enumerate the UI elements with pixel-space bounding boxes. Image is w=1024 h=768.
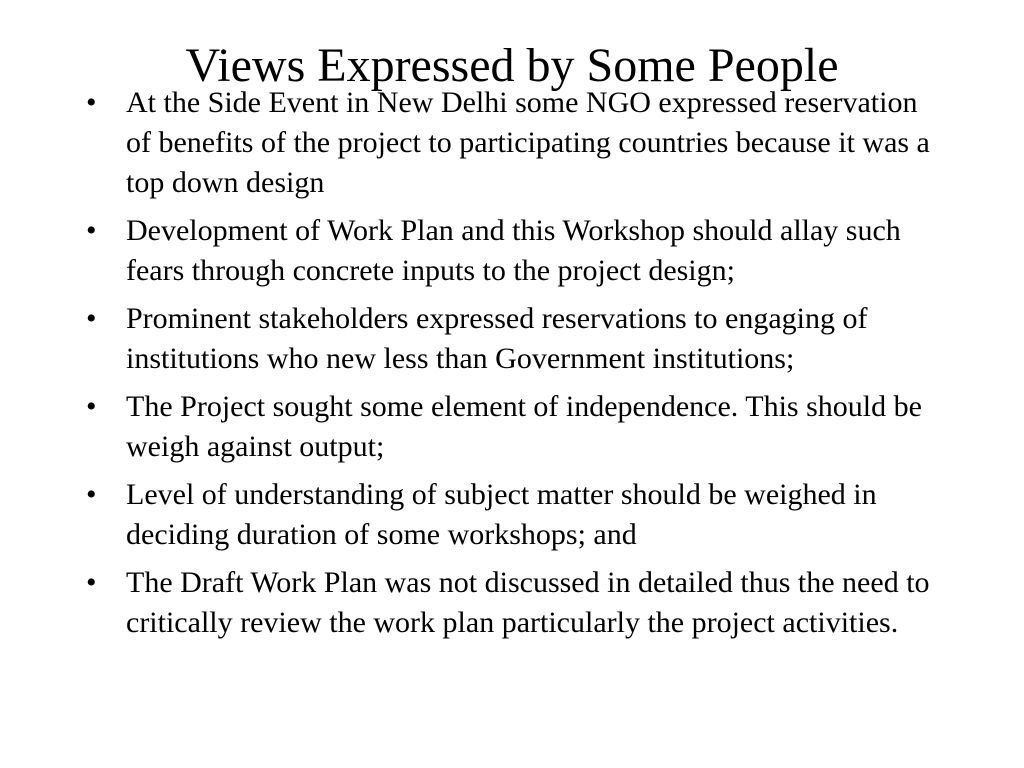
- bullet-text: Level of understanding of subject matter should be weighed in deciding duration of some workshops; and: [126, 478, 877, 551]
- bullet-text: At the Side Event in New Delhi some NGO expressed reservation of benefits of the project to participating countries because it was a top down design: [126, 86, 930, 199]
- bullet-list: [86, 83, 946, 651]
- bullet-item: [86, 475, 946, 555]
- bullet-text: Prominent stakeholders expressed reservations to engaging of institutions who new less than Government institutions;: [126, 302, 868, 375]
- bullet-icon: •: [86, 86, 97, 119]
- bullet-text: The Project sought some element of independence. This should be weigh against output;: [126, 390, 922, 463]
- bullet-text: The Draft Work Plan was not discussed in detailed thus the need to critically review the work plan particularly the project activities.: [126, 566, 930, 639]
- bullet-icon: •: [86, 214, 97, 247]
- bullet-icon: •: [86, 390, 97, 423]
- bullet-icon: •: [86, 566, 97, 599]
- bullet-text: Development of Work Plan and this Workshop should allay such fears through concrete inputs to the project design;: [126, 214, 901, 287]
- bullet-item: [86, 83, 946, 203]
- bullet-icon: •: [86, 302, 97, 335]
- bullet-icon: •: [86, 478, 97, 511]
- slide-title: Views Expressed by Some People: [185, 39, 839, 92]
- bullet-item: [86, 299, 946, 379]
- bullet-item: [86, 563, 946, 643]
- bullet-item: [86, 211, 946, 291]
- bullet-item: [86, 387, 946, 467]
